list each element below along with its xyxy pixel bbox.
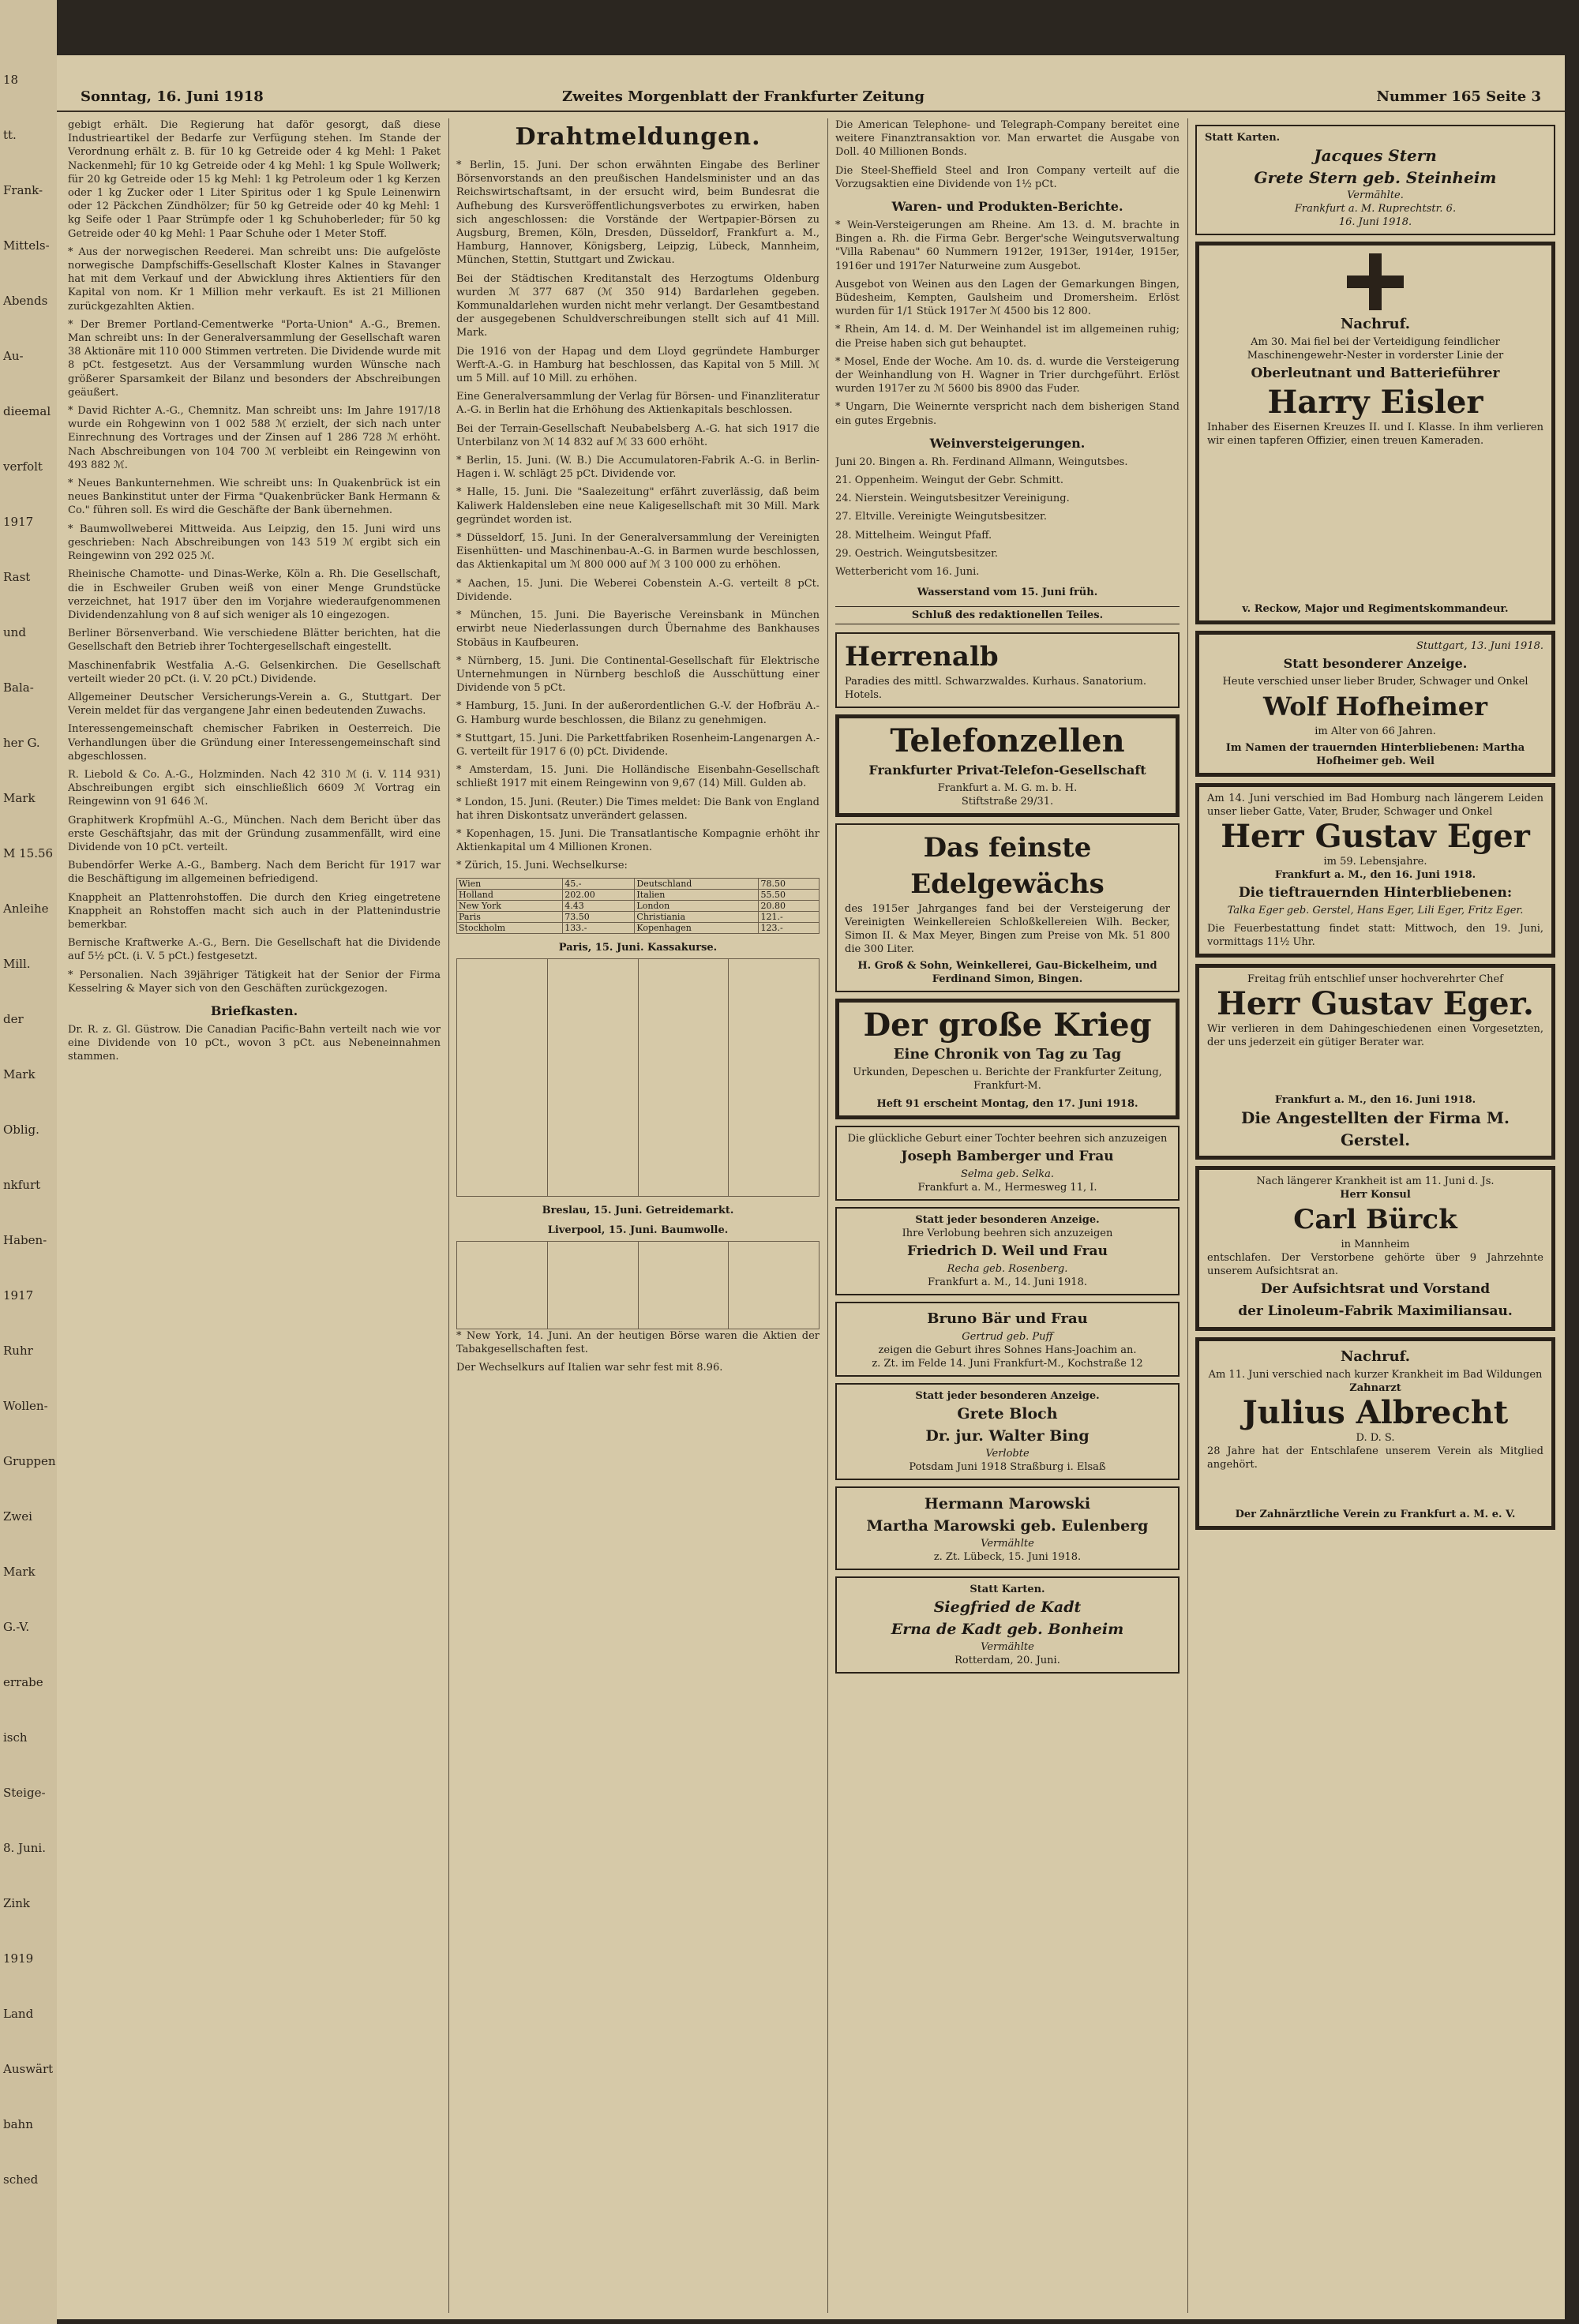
table-row bbox=[457, 900, 820, 911]
table-cell: New York bbox=[457, 900, 563, 911]
left-strip-fragment: Zink bbox=[3, 1896, 30, 1910]
left-strip-fragment: sched bbox=[3, 2172, 39, 2187]
left-strip-fragment: Ruhr bbox=[3, 1344, 33, 1358]
market-report: * Mosel, Ende der Woche. Am 10. ds. d. wurde die Versteigerung der Weinhandlung von H. Wagner in Trier durchgeführt. Erlöst wurden 1917er zu ℳ 5600 bis 8900 das Fuder. bbox=[835, 355, 1180, 395]
column-4 bbox=[1195, 118, 1555, 2313]
left-strip-fragment: Mark bbox=[3, 791, 36, 805]
waren-title: Waren- und Produkten-Berichte. bbox=[891, 199, 1123, 215]
obituary-buerck: Nach längerer Krankheit ist am 11. Juni d. Js. Herr Konsul Carl Bürck in Mannheim entschlafen. Der Verstorbene gehörte über 9 Jahrzehnte unserem Aufsichtsrat an. Der Aufsichtsrat und Vorstand der Linoleum-Fabrik Maximiliansau. bbox=[1195, 1166, 1555, 1331]
news-item: Die American Telephone- und Telegraph-Company bereitet eine weitere Finanztransaktion vor. Man erwartet die Ausgabe von Doll. 40 Millionen Bonds. bbox=[835, 119, 1180, 159]
table-cell: Wien bbox=[457, 878, 563, 889]
auction-row: 27. Eltville. Vereinigte Weingutsbesitzer. bbox=[835, 511, 1047, 523]
column-2 bbox=[456, 118, 820, 2313]
news-item: Bernische Kraftwerke A.-G., Bern. Die Gesellschaft hat die Dividende auf 5½ pCt. (i. V. 5 pCt.) festgesetzt. bbox=[68, 937, 441, 963]
left-strip-fragment: bahn bbox=[3, 2117, 33, 2131]
announcement-de-kadt: Statt Karten. Siegfried de Kadt Erna de Kadt geb. Bonheim Vermählte Rotterdam, 20. Juni. bbox=[835, 1576, 1180, 1674]
drahtmeldungen-title: Drahtmeldungen. bbox=[515, 123, 761, 151]
table-cell: Italien bbox=[635, 889, 759, 900]
wire-item: * Kopenhagen, 15. Juni. Die Transatlantische Kompagnie erhöht ihr Aktienkapital um 4 Millionen Kronen. bbox=[456, 827, 820, 854]
paris-title: Paris, 15. Juni. Kassakurse. bbox=[558, 941, 718, 954]
weather-report: Wetterbericht vom 16. Juni. bbox=[835, 566, 980, 579]
announcement-baer: Bruno Bär und Frau Gertrud geb. Puff zeigen die Geburt ihres Sohnes Hans-Joachim an. z. Zt. im Felde 14. Juni Frankfurt-M., Kochstraße 12 bbox=[835, 1302, 1180, 1377]
wein-title: Weinversteigerungen. bbox=[929, 435, 1086, 451]
obituary-eger-family: Am 14. Juni verschied im Bad Homburg nach längerem Leiden unser lieber Gatte, Vater, Bruder, Schwager und Onkel Herr Gustav Eger im 59. Lebensjahre. Frankfurt a. M., den 16. Juni 1918. Die tieftrauernden Hinterbliebenen: Talka Eger geb. Gerstel, Hans Eger, Lili Eger, Fritz Eger. Die Feuerbestattung findet statt: Mittwoch, den 19. Juni, vormittags 11½ Uhr. bbox=[1195, 783, 1555, 958]
wire-item: * Amsterdam, 15. Juni. Die Holländische Eisenbahn-Gesellschaft schließt 1917 mit einem Reingewinn von 9,67 (14) Mill. Gulden ab. bbox=[456, 764, 820, 790]
table-cell: 20.80 bbox=[759, 900, 820, 911]
left-strip-fragment: Bala- bbox=[3, 680, 34, 695]
column-3 bbox=[835, 118, 1180, 2313]
left-strip-fragment: M 15.56 bbox=[3, 846, 54, 860]
wire-item: Eine Generalversammlung der Verlag für Börsen- und Finanzliteratur A.-G. in Berlin hat die Erhöhung des Aktienkapitals beschlossen. bbox=[456, 391, 820, 417]
wire-item: Bei der Städtischen Kreditanstalt des Herzogtums Oldenburg wurden ℳ 377 687 (ℳ 350 914) Bardarlehen gegeben. Kommunaldarlehen wurden nicht mehr verlangt. Der Gesamtbestand der ausgegebenen Schuldverschreibungen stellt sich auf 41 Mill. Mark. bbox=[456, 272, 820, 339]
wire-item: Die 1916 von der Hapag und dem Lloyd gegründete Hamburger Werft-A.-G. in Hamburg hat beschlossen, das Kapital von 5 Mill. ℳ um 5 Mill. auf 10 Mill. zu erhöhen. bbox=[456, 345, 820, 385]
table-cell: 123.- bbox=[759, 922, 820, 933]
left-strip-fragment: Rast bbox=[3, 570, 31, 584]
left-strip-fragment: 8. Juni. bbox=[3, 1841, 46, 1855]
news-item: R. Liebold & Co. A.-G., Holzminden. Nach 42 310 ℳ (i. V. 114 931) Abschreibungen ergibt sich einschließlich 6609 ℳ Vortrag ein Reingewinn von 91 646 ℳ. bbox=[68, 768, 441, 808]
table-cell: 133.- bbox=[563, 922, 635, 933]
left-strip-fragment: verfolt bbox=[3, 459, 43, 474]
left-strip-fragment: 1919 bbox=[3, 1951, 34, 1966]
newyork-text: * New York, 14. Juni. An der heutigen Börse waren die Aktien der Tabakgesellschaften fest. bbox=[456, 1329, 820, 1355]
table-row bbox=[457, 911, 820, 922]
auction-row: Juni 20. Bingen a. Rh. Ferdinand Allmann, Weingutsbes. bbox=[835, 455, 1128, 468]
left-strip-fragment: Mittels- bbox=[3, 238, 50, 253]
left-strip-fragment: dieemal bbox=[3, 404, 51, 418]
market-news-list bbox=[68, 118, 441, 995]
left-strip-fragment: der bbox=[3, 1012, 24, 1026]
left-strip-fragment: Auswärt bbox=[3, 2062, 54, 2076]
news-item: Berliner Börsenverband. Wie verschiedene Blätter berichten, hat die Gesellschaft den Betrieb ihrer Tochtergesellschaft eingestellt. bbox=[68, 628, 441, 654]
iron-cross-icon bbox=[1347, 253, 1404, 310]
table-cell: Deutschland bbox=[635, 878, 759, 889]
header-date: Sonntag, 16. Juni 1918 bbox=[81, 88, 264, 105]
header-page-number: Nummer 165 Seite 3 bbox=[1376, 88, 1541, 105]
news-item: * Personalien. Nach 39jähriger Tätigkeit hat der Senior der Firma Kesselring & Mayer sich von den Geschäften zurückgezogen. bbox=[68, 969, 441, 995]
wire-item: * Hamburg, 15. Juni. In der außerordentlichen G.-V. der Hofbräu A.-G. Hamburg wurde beschlossen, die Bilanz zu genehmigen. bbox=[456, 700, 820, 726]
table-cell: London bbox=[635, 900, 759, 911]
page-header bbox=[57, 85, 1565, 112]
left-strip-fragment: und bbox=[3, 625, 26, 639]
paris-table bbox=[456, 958, 820, 1197]
table-row bbox=[457, 878, 820, 889]
wire-item: * Stuttgart, 15. Juni. Die Parkettfabriken Rosenheim-Langenargen A.-G. verteilt für 1917 6 (0) pCt. Dividende. bbox=[456, 732, 820, 758]
wire-item: * Berlin, 15. Juni. Der schon erwähnten Eingabe des Berliner Börsenvorstands an den preußischen Handelsminister und an das Reichswirtschaftsamt, in der ersucht wird, beim Bundesrat die Aufhebung des Kursveröffentlichungsverbotes zu erwirken, haben sich angeschlossen: die Vorstände der Wertpapier-Börsen zu Augsburg, Bremen, Köln, Dresden, Düsseldorf, Frankfurt a. M., Hamburg, Hannover, Königsberg, Leipzig, Lübeck, Mannheim, München, Stettin, Stuttgart und Zwickau. bbox=[456, 159, 820, 267]
table-cell: Paris bbox=[457, 911, 563, 922]
table-row bbox=[457, 889, 820, 900]
table-cell: 4.43 bbox=[563, 900, 635, 911]
news-item: gebigt erhält. Die Regierung hat daför gesorgt, daß diese Industrieartikel der Bedarfe zur Verfügung stehen. Im Stande der Verordnung erhält z. B. für 10 kg Getreide oder 4 kg Mehl: 1 Paket Nackenmehl; für 10 kg Getreide oder 4 kg Mehl: 1 kg Spule Wollwerk; für 20 kg Getreide oder 15 kg Mehl: 1 kg Petroleum oder 1 kg Kerzen oder 1 kg Zucker oder 1 Liter Spiritus oder 1 kg Spule Leinenwirn oder 12 Päckchen Zündhölzer; für 50 kg Getreide oder 40 kg Mehl: 1 kg Seife oder 1 Paar Strümpfe oder 1 kg Schuhoberleder; für 50 kg Getreide oder 40 kg Mehl: 1 Paar Schuhe oder 1 Meter Stoff. bbox=[68, 119, 441, 240]
left-strip-fragment: errabe bbox=[3, 1675, 43, 1689]
table-cell: 78.50 bbox=[759, 878, 820, 889]
grosse-krieg-ad: Der große Krieg Eine Chronik von Tag zu Tag Urkunden, Depeschen u. Berichte der Frankfurter Zeitung, Frankfurt-M. Heft 91 erscheint Montag, den 17. Juni 1918. bbox=[835, 999, 1180, 1119]
left-strip-fragment: nkfurt bbox=[3, 1178, 41, 1192]
left-page-strip bbox=[0, 0, 57, 2324]
telefonzellen-ad: Telefonzellen Frankfurter Privat-Telefon-Gesellschaft Frankfurt a. M. G. m. b. H. Stiftstraße 29/31. bbox=[835, 714, 1180, 817]
obituary-hofheimer: Stuttgart, 13. Juni 1918. Statt besonderer Anzeige. Heute verschied unser lieber Bruder, Schwager und Onkel Wolf Hofheimer im Alter von 66 Jahren. Im Namen der trauernden Hinterbliebenen: Martha Hofheimer geb. Weil bbox=[1195, 631, 1555, 777]
edelgewaechs-ad: Das feinste Edelgewächs des 1915er Jahrganges fand bei der Versteigerung der Vereinigten Weinkellereien Schloßkellereien Wilh. Becker, Simon II. & Max Meyer, Bingen zum Preise von Mk. 51 800 die 300 Liter. H. Groß & Sohn, Weinkellerei, Gau-Bickelheim, und Ferdinand Simon, Bingen. bbox=[835, 823, 1180, 992]
market-report: Ausgebot von Weinen aus den Lagen der Gemarkungen Bingen, Büdesheim, Kempten, Gaulsheim und Dromersheim. Erlöst wurden für 1/1 Stück 1917er ℳ 4500 bis 12 800. bbox=[835, 278, 1180, 318]
left-strip-fragment: Mark bbox=[3, 1067, 36, 1081]
wire-item: Bei der Terrain-Gesellschaft Neubabelsberg A.-G. hat sich 1917 die Unterbilanz von ℳ 14 832 auf ℳ 33 600 erhöht. bbox=[456, 422, 820, 448]
briefkasten-text: Dr. R. z. Gl. Güstrow. Die Canadian Pacific-Bahn verteilt nach wie vor eine Dividende von 10 pCt., wovon 3 pCt. aus Nebeneinnahmen stammen. bbox=[68, 1023, 441, 1063]
left-strip-fragment: Mill. bbox=[3, 957, 31, 971]
news-item: * Aus der norwegischen Reederei. Man schreibt uns: Die aufgelöste norwegische Dampfschiffs-Gesellschaft Kloster Kalnes in Stavanger hat mit dem Verkauf und der Abwicklung ihres Aktientiers für den Kapital von nom. Kr 1 Million mehr verkauft. Es ist 21 Millionen zurückgezahlten Aktien. bbox=[68, 246, 441, 313]
announcement-marowski: Hermann Marowski Martha Marowski geb. Eulenberg Vermählte z. Zt. Lübeck, 15. Juni 1918. bbox=[835, 1486, 1180, 1570]
left-strip-fragment: her G. bbox=[3, 736, 40, 750]
header-title: Zweites Morgenblatt der Frankfurter Zeitung bbox=[562, 88, 925, 105]
table-cell: Holland bbox=[457, 889, 563, 900]
announcement-weil: Statt jeder besonderen Anzeige. Ihre Verlobung beehren sich anzuzeigen Friedrich D. Weil und Frau Recha geb. Rosenberg. Frankfurt a. M., 14. Juni 1918. bbox=[835, 1207, 1180, 1295]
news-item: Bubendörfer Werke A.-G., Bamberg. Nach dem Bericht für 1917 war die Beschäftigung im allgemeinen befriedigend. bbox=[68, 860, 441, 886]
left-strip-fragment: 18 bbox=[3, 73, 19, 87]
market-report: * Wein-Versteigerungen am Rheine. Am 13. d. M. brachte in Bingen a. Rh. die Firma Gebr. Berger'sche Weingutsverwaltung "Villa Rabenau" 60 Nummern 1912er, 1913er, 1914er, 1915er, 1916er und 1917er Naturweine zum Ausgebot. bbox=[835, 219, 1180, 272]
market-report: * Rhein, Am 14. d. M. Der Weinhandel ist im allgemeinen ruhig; die Preise haben sich gut behauptet. bbox=[835, 324, 1180, 350]
left-strip-fragment: Au- bbox=[3, 349, 24, 363]
left-strip-fragment: G.-V. bbox=[3, 1620, 30, 1634]
newspaper-page bbox=[57, 55, 1565, 2319]
table-cell: Stockholm bbox=[457, 922, 563, 933]
left-strip-fragment: tt. bbox=[3, 128, 17, 142]
wire-item: * Aachen, 15. Juni. Die Weberei Cobenstein A.-G. verteilt 8 pCt. Dividende. bbox=[456, 577, 820, 603]
liverpool-table bbox=[456, 1241, 820, 1329]
announcement-bamberger: Die glückliche Geburt einer Tochter beehren sich anzuzeigen Joseph Bamberger und Frau Selma geb. Selka. Frankfurt a. M., Hermesweg 11, I. bbox=[835, 1126, 1180, 1201]
briefkasten-title: Briefkasten. bbox=[210, 1003, 298, 1018]
news-item: Allgemeiner Deutscher Versicherungs-Verein a. G., Stuttgart. Der Verein meldet für das vergangene Jahr einen bedeutenden Zuwachs. bbox=[68, 691, 441, 718]
left-strip-fragment: 1917 bbox=[3, 1288, 34, 1303]
table-cell: 202.00 bbox=[563, 889, 635, 900]
left-strip-fragment: 1917 bbox=[3, 515, 34, 529]
news-item: Maschinenfabrik Westfalia A.-G. Gelsenkirchen. Die Gesellschaft verteilt wieder 20 pCt. (i. V. 20 pCt.) Dividende. bbox=[68, 659, 441, 685]
left-strip-fragment: Wollen- bbox=[3, 1399, 48, 1413]
news-item: * Baumwollweberei Mittweida. Aus Leipzig, den 15. Juni wird uns geschrieben: Nach Abschreibungen von 143 519 ℳ ergibt sich ein Reingewinn von 292 025 ℳ. bbox=[68, 523, 441, 563]
market-report: * Ungarn, Die Weinernte verspricht nach dem bisherigen Stand ein gutes Ergebnis. bbox=[835, 401, 1180, 427]
wasserstand-title: Wasserstand vom 15. Juni früh. bbox=[917, 587, 1098, 599]
schluss-note: Schluß des redaktionellen Teiles. bbox=[835, 606, 1180, 624]
left-strip-fragment: Anleihe bbox=[3, 901, 49, 916]
italy-text: Der Wechselkurs auf Italien war sehr fest mit 8.96. bbox=[456, 1361, 723, 1374]
table-cell: 45.- bbox=[563, 878, 635, 889]
wire-item: * Berlin, 15. Juni. (W. B.) Die Accumulatoren-Fabrik A.-G. in Berlin-Hagen i. W. schlägt 25 pCt. Dividende vor. bbox=[456, 455, 820, 481]
table-cell: Christiania bbox=[635, 911, 759, 922]
wire-item: * Zürich, 15. Juni. Wechselkurse: bbox=[456, 860, 628, 872]
news-item: * Neues Bankunternehmen. Wie schreibt uns: In Quakenbrück ist ein neues Bankinstitut unter der Firma "Quakenbrücker Bank Hermann & Co." führen soll. Es wird die Geschäfte der Bank übernehmen. bbox=[68, 478, 441, 517]
auction-row: 24. Nierstein. Weingutsbesitzer Vereinigung. bbox=[835, 493, 1070, 505]
left-strip-fragment: isch bbox=[3, 1730, 28, 1745]
breslau-title: Breslau, 15. Juni. Getreidemarkt. bbox=[542, 1204, 734, 1216]
news-item: Rheinische Chamotte- und Dinas-Werke, Köln a. Rh. Die Gesellschaft, die in Eschweiler Gruben weiß von einer Menge Grundstücke verzeichnet, hat 1917 über den im Vorjahre wiederaufgenommenen Dividendenzahlung von 8 auf sich weniger als 10 eingezogen. bbox=[68, 568, 441, 621]
wire-item: * London, 15. Juni. (Reuter.) Die Times meldet: Die Bank von England hat ihren Diskontsatz unverändert gelassen. bbox=[456, 796, 820, 822]
left-strip-fragment: Frank- bbox=[3, 183, 43, 197]
wire-item: * Nürnberg, 15. Juni. Die Continental-Gesellschaft für Elektrische Unternehmungen in Nürnberg beschloß die Ausschüttung einer Dividende von 5 pCt. bbox=[456, 654, 820, 695]
wire-item: * Düsseldorf, 15. Juni. In der Generalversammlung der Vereinigten Eisenhütten- und Maschinenbau-A.-G. in Barmen wurde beschlossen, das Aktienkapital um ℳ 800 000 auf ℳ 3 100 000 zu erhöhen. bbox=[456, 532, 820, 572]
left-strip-fragment: Steige- bbox=[3, 1786, 46, 1800]
news-item: Die Steel-Sheffield Steel and Iron Company verteilt auf die Vorzugsaktien eine Dividende von 1½ pCt. bbox=[835, 164, 1180, 190]
news-item: * Der Bremer Portland-Cementwerke "Porta-Union" A.-G., Bremen. Man schreibt uns: In der Generalversammlung der Gesellschaft waren 38 Aktionäre mit 110 000 Stimmen vertreten. Die Dividende wurde mit 8 pCt. festgesetzt. Aus der Versammlung wurden Wünsche nach größerer Sparsamkeit der Bilanz und besonders der Abschreibungen geäußert. bbox=[68, 318, 441, 399]
left-strip-fragment: Zwei bbox=[3, 1509, 32, 1524]
table-cell: Kopenhagen bbox=[635, 922, 759, 933]
left-strip-fragment: Land bbox=[3, 2007, 34, 2021]
left-strip-fragment: Mark bbox=[3, 1565, 36, 1579]
column-1 bbox=[68, 118, 441, 2313]
table-cell: 55.50 bbox=[759, 889, 820, 900]
auction-row: 28. Mittelheim. Weingut Pfaff. bbox=[835, 529, 992, 542]
news-item: Knappheit an Plattenrohstoffen. Die durch den Krieg eingetretene Knappheit an Rohstoffen macht sich auch in der Plattenindustrie bemerkbar. bbox=[68, 891, 441, 931]
obituary-eger-staff: Freitag früh entschlief unser hochverehrter Chef Herr Gustav Eger. Wir verlieren in dem Dahingeschiedenen einen Vorgesetzten, der uns jederzeit ein gütiger Berater war. Frankfurt a. M., den 16. Juni 1918. Die Angestellten der Firma M. Gerstel. bbox=[1195, 964, 1555, 1160]
obituary-albrecht: Nachruf. Am 11. Juni verschied nach kurzer Krankheit im Bad Wildungen Zahnarzt Julius Albrecht D. D. S. 28 Jahre hat der Entschlafene unserem Verein als Mitglied angehört. Der Zahnärztliche Verein zu Frankfurt a. M. e. V. bbox=[1195, 1337, 1555, 1530]
auction-row: 29. Oestrich. Weingutsbesitzer. bbox=[835, 547, 998, 560]
announcement-bloch-bing: Statt jeder besonderen Anzeige. Grete Bloch Dr. jur. Walter Bing Verlobte Potsdam Juni 1918 Straßburg i. Elsaß bbox=[835, 1383, 1180, 1480]
liverpool-title: Liverpool, 15. Juni. Baumwolle. bbox=[547, 1224, 729, 1236]
news-item: * David Richter A.-G., Chemnitz. Man schreibt uns: Im Jahre 1917/18 wurde ein Rohgewinn von 1 002 588 ℳ erzielt, der sich nach unter Einrechnung des Vortrages und der Zinsen auf 1 286 728 ℳ erhöht. Nach Abschreibungen von 104 700 ℳ verbleibt ein Reingewinn von 493 882 ℳ. bbox=[68, 405, 441, 471]
herrenalb-ad: Herrenalb Paradies des mittl. Schwarzwaldes. Kurhaus. Sanatorium. Hotels. bbox=[835, 632, 1180, 708]
announcement-stern: Statt Karten. Jacques Stern Grete Stern geb. Steinheim Vermählte. Frankfurt a. M. Ruprechtstr. 6. 16. Juni 1918. bbox=[1195, 125, 1555, 235]
exchange-rates-table bbox=[456, 878, 820, 934]
news-item: Interessengemeinschaft chemischer Fabriken in Oesterreich. Die Verhandlungen über die Gründung einer Interessengemeinschaft sind abgeschlossen. bbox=[68, 723, 441, 763]
news-item: Graphitwerk Kropfmühl A.-G., München. Nach dem Bericht über das erste Geschäftsjahr, das mit der Gründung zusammenfällt, wird eine Dividende von 10 pCt. verteilt. bbox=[68, 814, 441, 853]
left-strip-fragment: Oblig. bbox=[3, 1123, 39, 1137]
left-strip-fragment: Haben- bbox=[3, 1233, 47, 1247]
wire-news-list bbox=[456, 159, 820, 873]
obituary-eisler: Nachruf. Am 30. Mai fiel bei der Verteidigung feindlicher Maschinengewehr-Nester in vorderster Linie der Oberleutnant und Batterieführer Harry Eisler Inhaber des Eisernen Kreuzes II. und I. Klasse. In ihm verlieren wir einen tapferen Offizier, einen treuen Kameraden. v. Reckow, Major und Regimentskommandeur. bbox=[1195, 242, 1555, 624]
auction-row: 21. Oppenheim. Weingut der Gebr. Schmitt. bbox=[835, 474, 1064, 487]
table-cell: 73.50 bbox=[563, 911, 635, 922]
wire-item: * München, 15. Juni. Die Bayerische Vereinsbank in München erwirbt neue Niederlassungen durch Übernahme des Bankhauses Stobäus in Kaufbeuren. bbox=[456, 609, 820, 649]
left-strip-fragment: Abends bbox=[3, 294, 48, 308]
left-strip-fragment: Gruppen bbox=[3, 1454, 56, 1468]
table-cell: 121.- bbox=[759, 911, 820, 922]
wire-item: * Halle, 15. Juni. Die "Saalezeitung" erfährt zuverlässig, daß beim Kaliwerk Haldensleben eine neue Kaligesellschaft mit 30 Mill. Mark gegründet worden ist. bbox=[456, 486, 820, 526]
table-row bbox=[457, 922, 820, 933]
